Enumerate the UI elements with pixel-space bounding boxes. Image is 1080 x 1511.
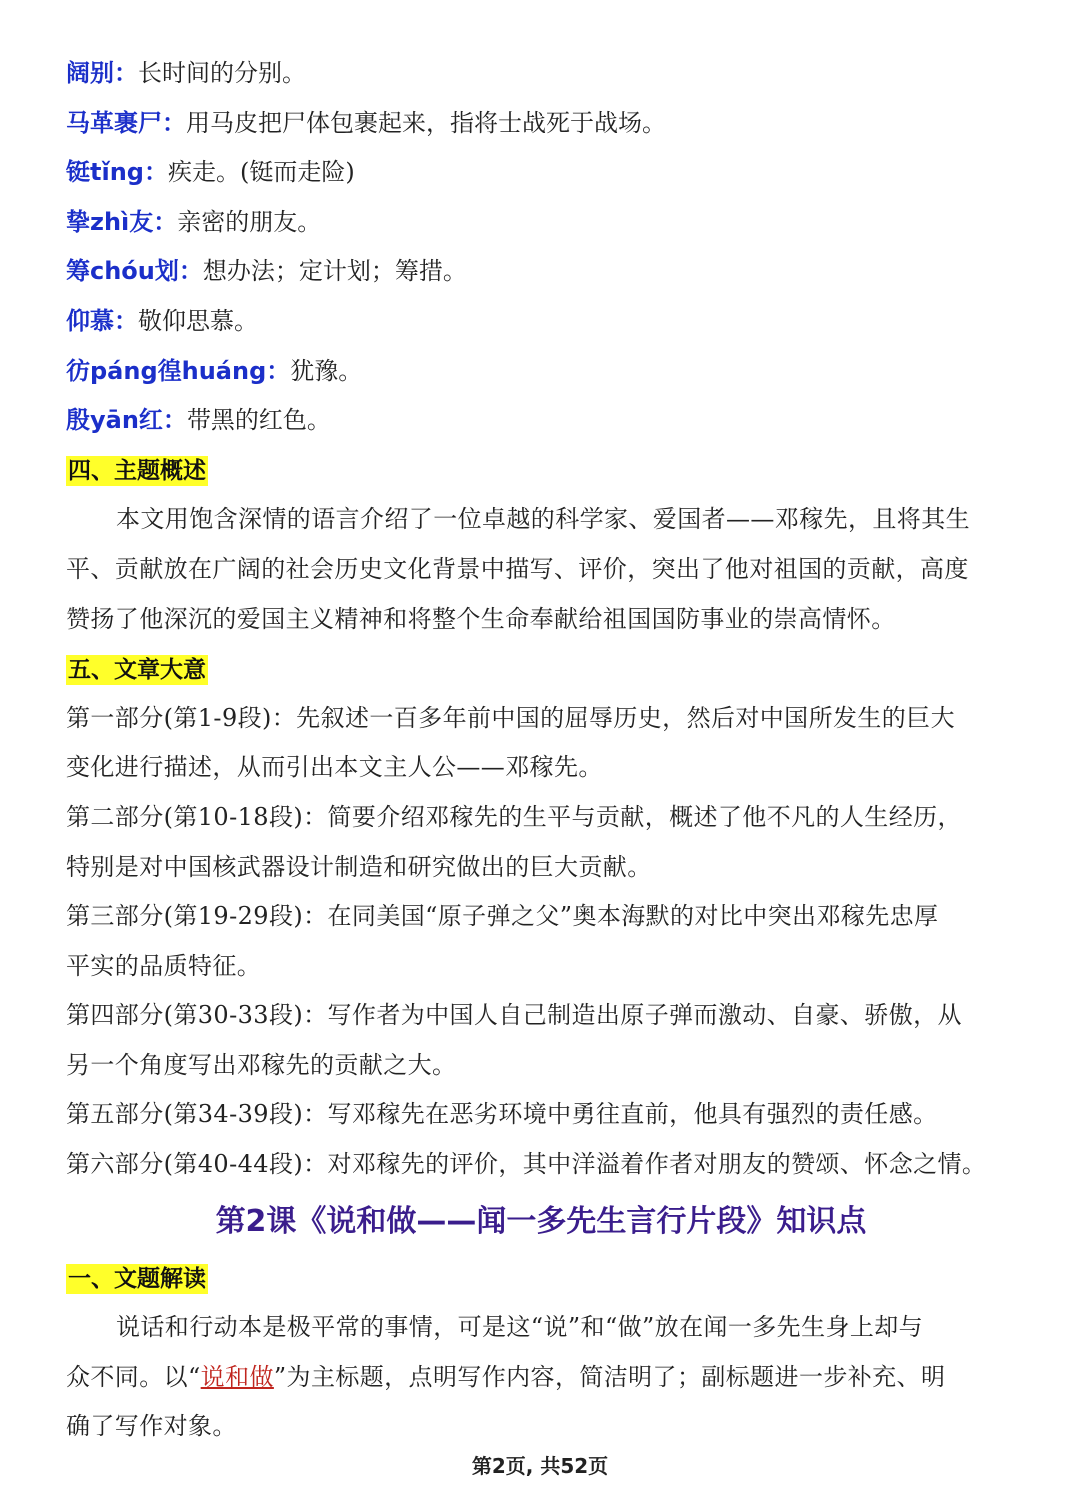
vocab-definition: 亲密的朋友。 <box>177 207 322 236</box>
vocab-definition: 想办法；定计划；筹措。 <box>202 257 467 286</box>
vocab-definition: 带黑的红色。 <box>186 406 331 435</box>
theme-paragraph-line: 赞扬了他深沉的爱国主义精神和将整个生命奉献给祖国国防事业的崇高情怀。 <box>66 604 896 633</box>
vocab-term: 阔别： <box>66 59 138 87</box>
theme-paragraph-line: 平、贡献放在广阔的社会历史文化背景中描写、评价，突出了他对祖国的贡献，高度 <box>66 554 969 583</box>
summary-line: 第一部分(第1-9段)：先叙述一百多年前中国的屈辱历史，然后对中国所发生的巨大 <box>66 703 955 732</box>
section-heading-row <box>66 644 1016 694</box>
summary-line: 第五部分(第34-39段)：写邓稼先在恶劣环境中勇往直前，他具有强烈的责任感。 <box>66 1100 938 1129</box>
vocab-term: 铤tǐng： <box>66 158 168 187</box>
interpretation-text: 众不同。以“ <box>66 1362 201 1391</box>
vocab-definition: 疾走。(铤而走险) <box>167 158 355 187</box>
vocab-definition: 用马皮把尸体包裹起来，指将士战死于战场。 <box>186 108 666 137</box>
summary-line: 平实的品质特征。 <box>66 951 262 980</box>
summary-line: 第六部分(第40-44段)：对邓稼先的评价，其中洋溢着作者对朋友的赞颂、怀念之情。 <box>66 1150 987 1179</box>
vocab-entry-2 <box>66 99 1016 149</box>
summary-line: 变化进行描述，从而引出本文主人公——邓稼先。 <box>66 753 603 782</box>
vocab-definition: 犹豫。 <box>290 356 363 385</box>
interpretation-text: ”为主标题，点明写作内容，简洁明了；副标题进一步补充、明 <box>273 1362 946 1391</box>
interpretation-line: 确了写作对象。 <box>66 1412 237 1441</box>
summary-line: 特别是对中国核武器设计制造和研究做出的巨大贡献。 <box>66 852 652 881</box>
section-heading-theme: 四、主题概述 <box>68 458 206 485</box>
summary-line: 另一个角度写出邓稼先的贡献之大。 <box>66 1050 457 1079</box>
vocab-entry-6 <box>66 297 1016 347</box>
page-content <box>66 49 1016 1452</box>
section-heading-summary: 五、文章大意 <box>68 656 206 683</box>
vocab-definition: 敬仰思慕。 <box>138 306 258 335</box>
summary-line: 第二部分(第10-18段)：简要介绍邓稼先的生平与贡献，概述了他不凡的人生经历， <box>66 802 962 831</box>
vocab-term: 彷páng徨huáng： <box>66 356 291 385</box>
vocab-entry-1 <box>66 49 1016 99</box>
vocab-entry-8 <box>66 396 1016 446</box>
vocab-term: 殷yān红： <box>66 406 187 435</box>
vocab-term: 马革裹尸： <box>66 108 186 137</box>
highlighted-title-text: 说和做 <box>200 1362 274 1391</box>
section-heading-row <box>66 446 1016 496</box>
vocab-term: 挚zhì友： <box>66 207 178 236</box>
lesson-title: 第2课《说和做——闻一多先生言行片段》知识点 <box>215 1203 867 1239</box>
section-heading-title-interpretation: 一、文题解读 <box>68 1266 206 1293</box>
interpretation-line: 说话和行动本是极平常的事情，可是这“说”和“做”放在闻一多先生身上却与 <box>116 1313 924 1342</box>
page-number: 第2页, 共52页 <box>471 1454 609 1478</box>
summary-line: 第三部分(第19-29段)：在同美国“原子弹之父”奥本海默的对比中突出邓稼先忠厚 <box>66 902 939 931</box>
vocab-term: 筹chóu划： <box>66 257 203 286</box>
summary-line: 第四部分(第30-33段)：写作者为中国人自己制造出原子弹而激动、自豪、骄傲，从 <box>66 1001 962 1030</box>
vocab-term: 仰慕： <box>66 306 138 335</box>
vocab-entry-5 <box>66 247 1016 297</box>
vocab-entry-3 <box>66 148 1016 198</box>
vocab-definition: 长时间的分别。 <box>138 59 306 87</box>
vocab-entry-7 <box>66 347 1016 397</box>
vocab-entry-4 <box>66 198 1016 248</box>
theme-paragraph-line: 本文用饱含深情的语言介绍了一位卓越的科学家、爱国者——邓稼先，且将其生 <box>116 505 970 534</box>
interpretation-line <box>66 1353 1016 1403</box>
section-heading-row <box>66 1254 1016 1304</box>
